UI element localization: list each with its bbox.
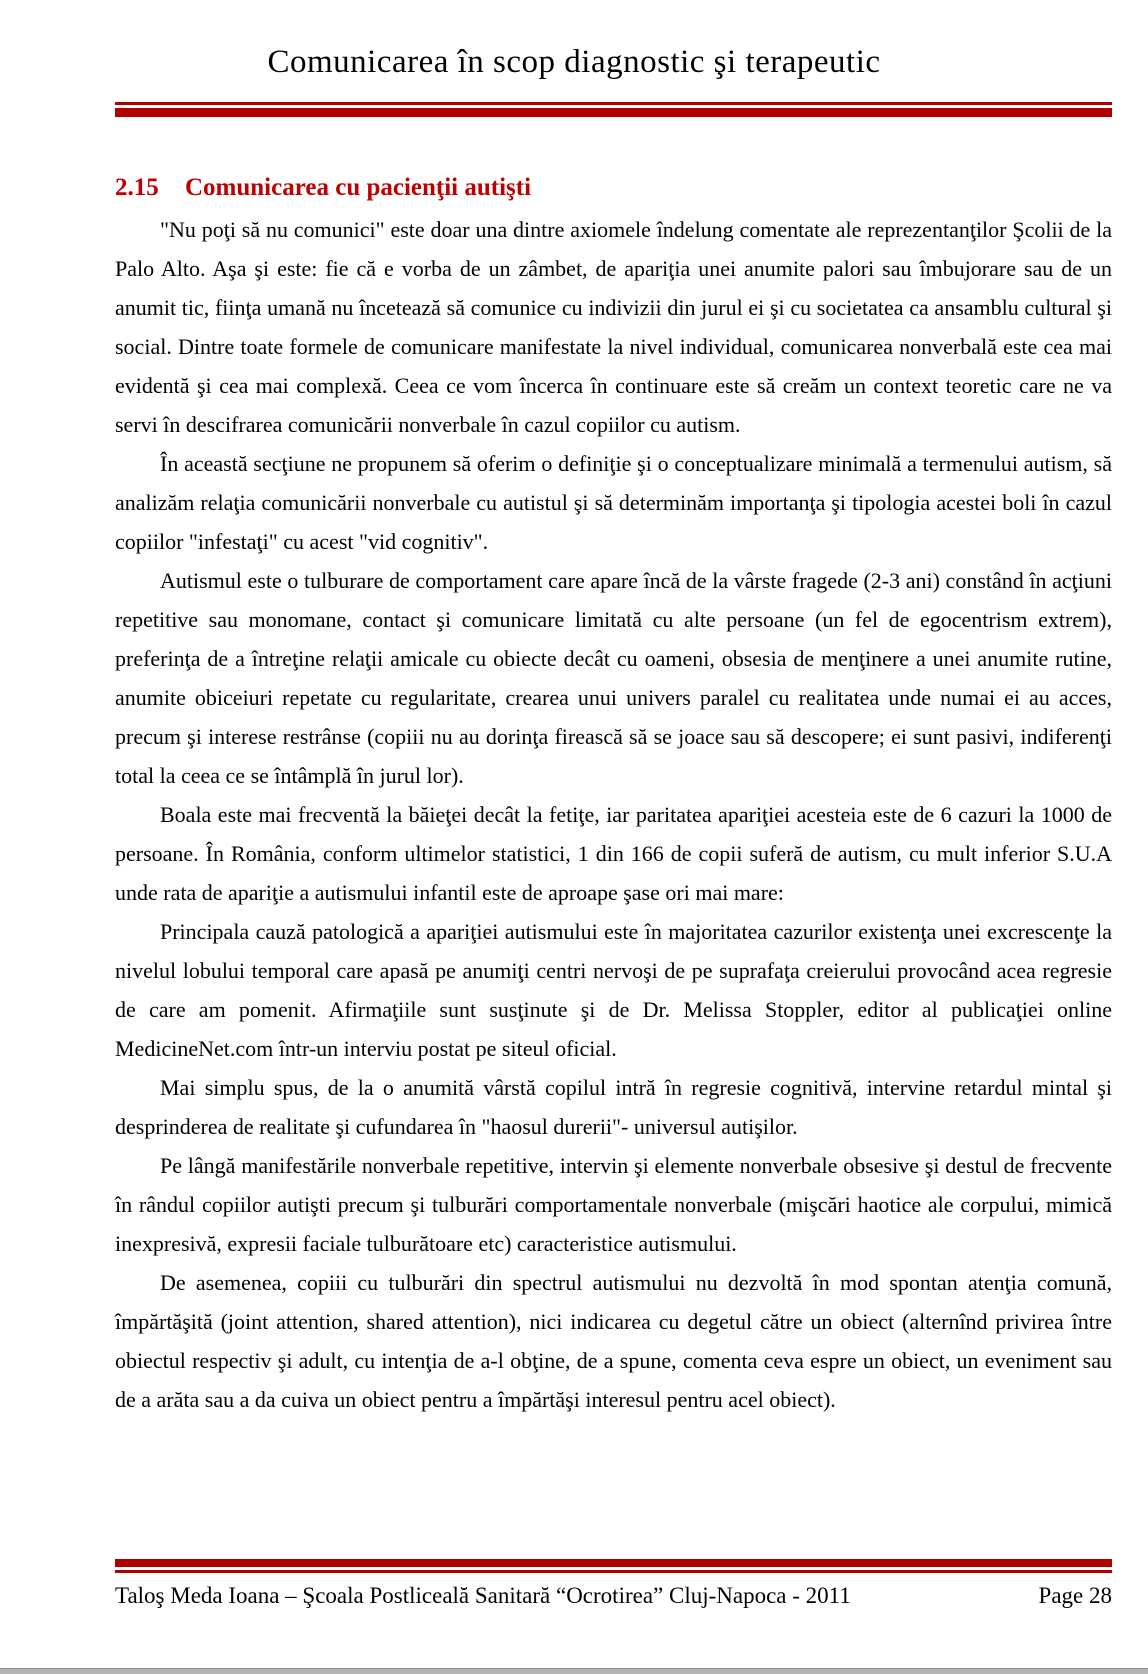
body-paragraph: Principala cauză patologică a apariţiei autismului este în majoritatea cazurilor existenţa unei excrescenţe la nivelul lobului temporal care apasă pe anumiţi centri nervoşi de pe suprafaţa creierului provocând acea regresie de care am pomenit. Afirmaţiile sunt susţinute şi de Dr. Melissa Stoppler, editor al publicaţiei online MedicineNet.com într-un interviu postat pe siteul oficial. — [115, 919, 1112, 1061]
page-footer — [115, 1581, 1112, 1611]
section-heading — [115, 173, 1112, 203]
footer-divider-thick-line — [115, 1559, 1112, 1567]
document-body — [115, 173, 1112, 1419]
footer-divider-thin-line — [115, 1570, 1112, 1573]
body-paragraph: În această secţiune ne propunem să oferim o definiţie şi o conceptualizare minimală a termenului autism, să analizăm relaţia comunicării nonverbale cu autistul şi să determinăm importanţa şi tipologia acestei boli în cazul copiilor "infestaţi" cu acest "vid cognitiv". — [115, 451, 1112, 554]
page-bottom-edge — [0, 1668, 1148, 1674]
body-paragraph: Boala este mai frecventă la băieţei decât la fetiţe, iar paritatea apariţiei acesteia este de 6 cazuri la 1000 de persoane. În România, conform ultimelor statistici, 1 din 166 de copii suferă de autism, cu mult inferior S.U.A unde rata de apariţie a autismului infantil este de aproape şase ori mai mare: — [115, 802, 1112, 905]
header-divider — [115, 102, 1112, 117]
body-paragraph: Autismul este o tulburare de comportament care apare încă de la vârste fragede (2-3 ani) constând în acţiuni repetitive sau monomane, contact şi comunicare limitată cu alte persoane (un fel de egocentrism extrem), preferinţa de a întreţine relaţii amicale cu obiecte decât cu oameni, obsesia de menţinere a unei anumite rutine, anumite obiceiuri repetate cu regularitate, crearea unui univers paralel cu realitatea unde numai ei au acces, precum şi interese restrânse (copiii nu au dorinţa firească să se joace sau să descopere; ei sunt pasivi, indiferenţi total la ceea ce se întâmplă în jurul lor). — [115, 568, 1112, 788]
body-paragraph: "Nu poţi să nu comunici" este doar una dintre axiomele îndelung comentate ale reprezentanţilor Şcolii de la Palo Alto. Aşa şi este: fie că e vorba de un zâmbet, de apariţia unei anumite palori sau îmbujorare sau de un anumit tic, fiinţa umană nu încetează să comunice cu indivizii din jurul ei şi cu societatea ca ansamblu cultural şi social. Dintre toate formele de comunicare manifestate la nivel individual, comunicarea nonverbală este cea mai evidentă şi cea mai complexă. Ceea ce vom încerca în continuare este să creăm un context teoretic care ne va servi în descifrarea comunicării nonverbale în cazul copiilor cu autism. — [115, 217, 1112, 437]
header-divider-thick-line — [115, 108, 1112, 117]
page-title: Comunicarea în scop diagnostic şi terapeutic — [267, 44, 881, 80]
footer-divider — [115, 1559, 1112, 1573]
section-title: Comunicarea cu pacienţii autişti — [185, 174, 532, 201]
footer-page-number: Page 28 — [1038, 1583, 1112, 1608]
body-paragraph: Mai simplu spus, de la o anumită vârstă copilul intră în regresie cognitivă, intervine retardul mintal şi desprinderea de realitate şi cufundarea în "haosul durerii"- universul autişilor. — [115, 1075, 1112, 1139]
body-paragraph: De asemenea, copiii cu tulburări din spectrul autismului nu dezvoltă în mod spontan atenţia comună, împărtăşită (joint attention, shared attention), nici indicarea cu degetul către un obiect (alternînd privirea între obiectul respectiv şi adult, cu intenţia de a-l obţine, de a spune, comenta ceva espre un obiect, un eveniment sau de a arăta sau a da cuiva un obiect pentru a împărtăşi interesul pentru acel obiect). — [115, 1270, 1112, 1412]
section-number: 2.15 — [115, 174, 159, 201]
footer-author-text: Taloş Meda Ioana – Şcoala Postliceală Sanitară “Ocrotirea” Cluj-Napoca - 2011 — [115, 1583, 851, 1608]
header-divider-thin-line — [115, 102, 1112, 105]
document-page — [0, 40, 1148, 1608]
body-paragraph: Pe lângă manifestările nonverbale repetitive, intervin şi elemente nonverbale obsesive şi destul de frecvente în rândul copiilor autişti precum şi tulburări comportamentale nonverbale (mişcări haotice ale corpului, mimică inexpresivă, expresii faciale tulburătoare etc) caracteristice autismului. — [115, 1153, 1112, 1256]
